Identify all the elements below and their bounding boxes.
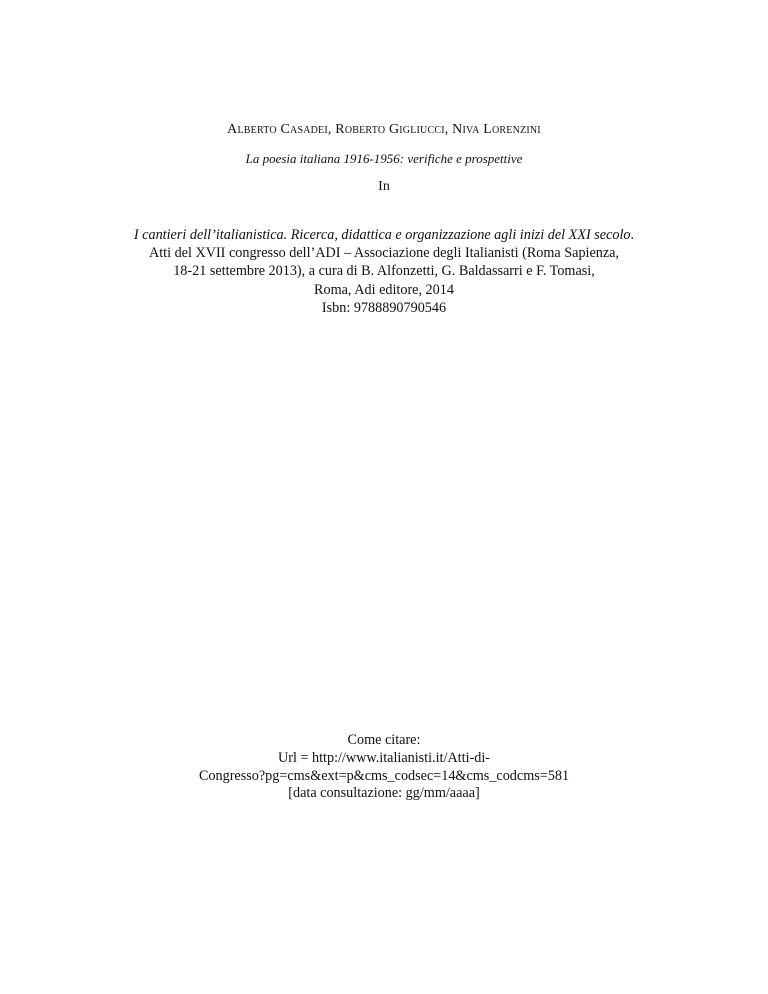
source-block	[74, 226, 694, 317]
authors-line: Alberto Casadei, Roberto Gigliucci, Niva Lorenzini	[227, 122, 541, 137]
citation-url-line-2: Congresso?pg=cms&ext=p&cms_codsec=14&cms_codcms=581	[198, 767, 570, 784]
book-title-period: .	[630, 227, 635, 243]
source-book-title-line	[74, 226, 694, 244]
paper-title: La poesia italiana 1916-1956: verifiche e prospettive	[245, 151, 523, 166]
citation-heading: Come citare:	[347, 732, 421, 748]
source-publisher-line: Roma, Adi editore, 2014	[314, 281, 454, 298]
citation-access-date: [data consultazione: gg/mm/aaaa]	[288, 785, 480, 802]
in-label: In	[378, 179, 390, 194]
source-isbn: Isbn: 9788890790546	[321, 299, 447, 316]
source-proceedings-line: Atti del XVII congresso dell’ADI – Associazione degli Italianisti (Roma Sapienza,	[148, 245, 620, 262]
source-editors-line: 18-21 settembre 2013), a cura di B. Alfonzetti, G. Baldassarri e F. Tomasi,	[173, 263, 595, 280]
citation-block	[74, 732, 694, 803]
citation-url-line-1: Url = http://www.italianisti.it/Atti-di-	[278, 749, 490, 766]
book-title: I cantieri dell’italianistica. Ricerca, didattica e organizzazione agli inizi del XXI secolo	[133, 227, 631, 243]
